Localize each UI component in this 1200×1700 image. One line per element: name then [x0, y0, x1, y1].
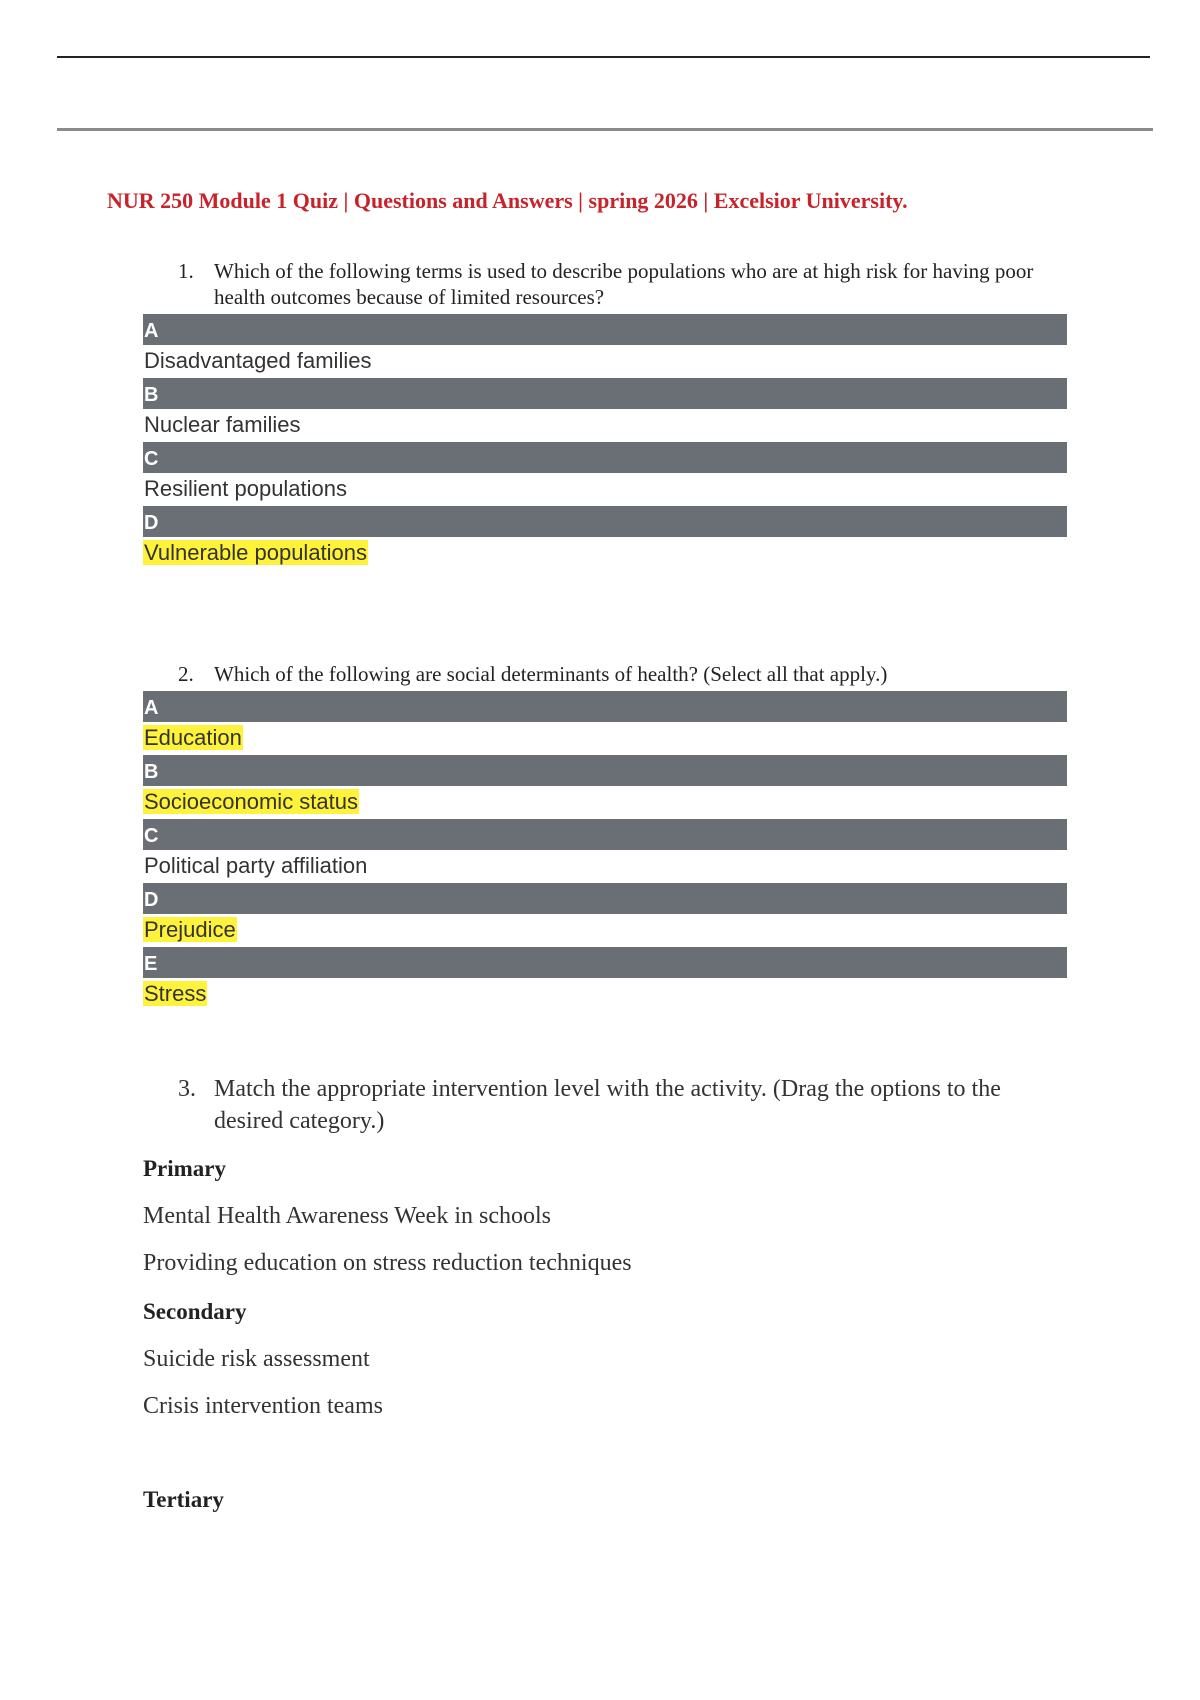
question-text: Which of the following are social determinants of health? (Select all that apply.) — [214, 662, 888, 686]
option-d-bar: D — [143, 883, 1067, 914]
option-c-bar: C — [143, 442, 1067, 473]
question-number: 3. — [178, 1076, 196, 1102]
category-secondary-label: Secondary — [143, 1299, 247, 1324]
option-d-text-highlighted[interactable]: Vulnerable populations — [144, 540, 368, 565]
option-a-text[interactable]: Disadvantaged families — [144, 348, 372, 373]
option-a-bar: A — [143, 691, 1067, 722]
option-b-text[interactable]: Nuclear families — [144, 412, 301, 437]
question-1 — [178, 258, 1038, 310]
option-e-text-highlighted[interactable]: Stress — [144, 981, 207, 1006]
category-tertiary-label: Tertiary — [143, 1487, 224, 1512]
header-rule-second — [57, 128, 1153, 131]
draggable-option[interactable]: Providing education on stress reduction techniques — [143, 1250, 632, 1276]
draggable-option[interactable]: Mental Health Awareness Week in schools — [143, 1203, 551, 1229]
question-text: Match the appropriate intervention level with the activity. (Drag the options to the desired category.) — [214, 1076, 1001, 1134]
question-number: 2. — [178, 662, 194, 686]
option-d-text-highlighted[interactable]: Prejudice — [144, 917, 236, 942]
option-c-text[interactable]: Political party affiliation — [144, 853, 368, 878]
draggable-option[interactable]: Crisis intervention teams — [143, 1393, 383, 1419]
option-c-bar: C — [143, 819, 1067, 850]
option-d-bar: D — [143, 506, 1067, 537]
question-text: Which of the following terms is used to describe populations who are at high risk for having poor health outcomes because of limited resources? — [214, 259, 1034, 309]
category-primary-label: Primary — [143, 1156, 227, 1181]
option-b-bar: B — [143, 755, 1067, 786]
option-e-bar: E — [143, 947, 1067, 978]
option-a-text-highlighted[interactable]: Education — [144, 725, 242, 750]
draggable-option[interactable]: Suicide risk assessment — [143, 1346, 370, 1372]
question-number: 1. — [178, 259, 194, 283]
option-a-bar: A — [143, 314, 1067, 345]
document-title: NUR 250 Module 1 Quiz | Questions and Answers | spring 2026 | Excelsior University. — [107, 188, 908, 213]
header-rule-top — [57, 56, 1150, 58]
question-2-options — [143, 691, 1067, 1011]
question-3 — [178, 1073, 1058, 1137]
question-1-options — [143, 314, 1067, 570]
question-2 — [178, 661, 1038, 687]
option-b-text-highlighted[interactable]: Socioeconomic status — [144, 789, 358, 814]
option-c-text[interactable]: Resilient populations — [144, 476, 348, 501]
option-b-bar: B — [143, 378, 1067, 409]
